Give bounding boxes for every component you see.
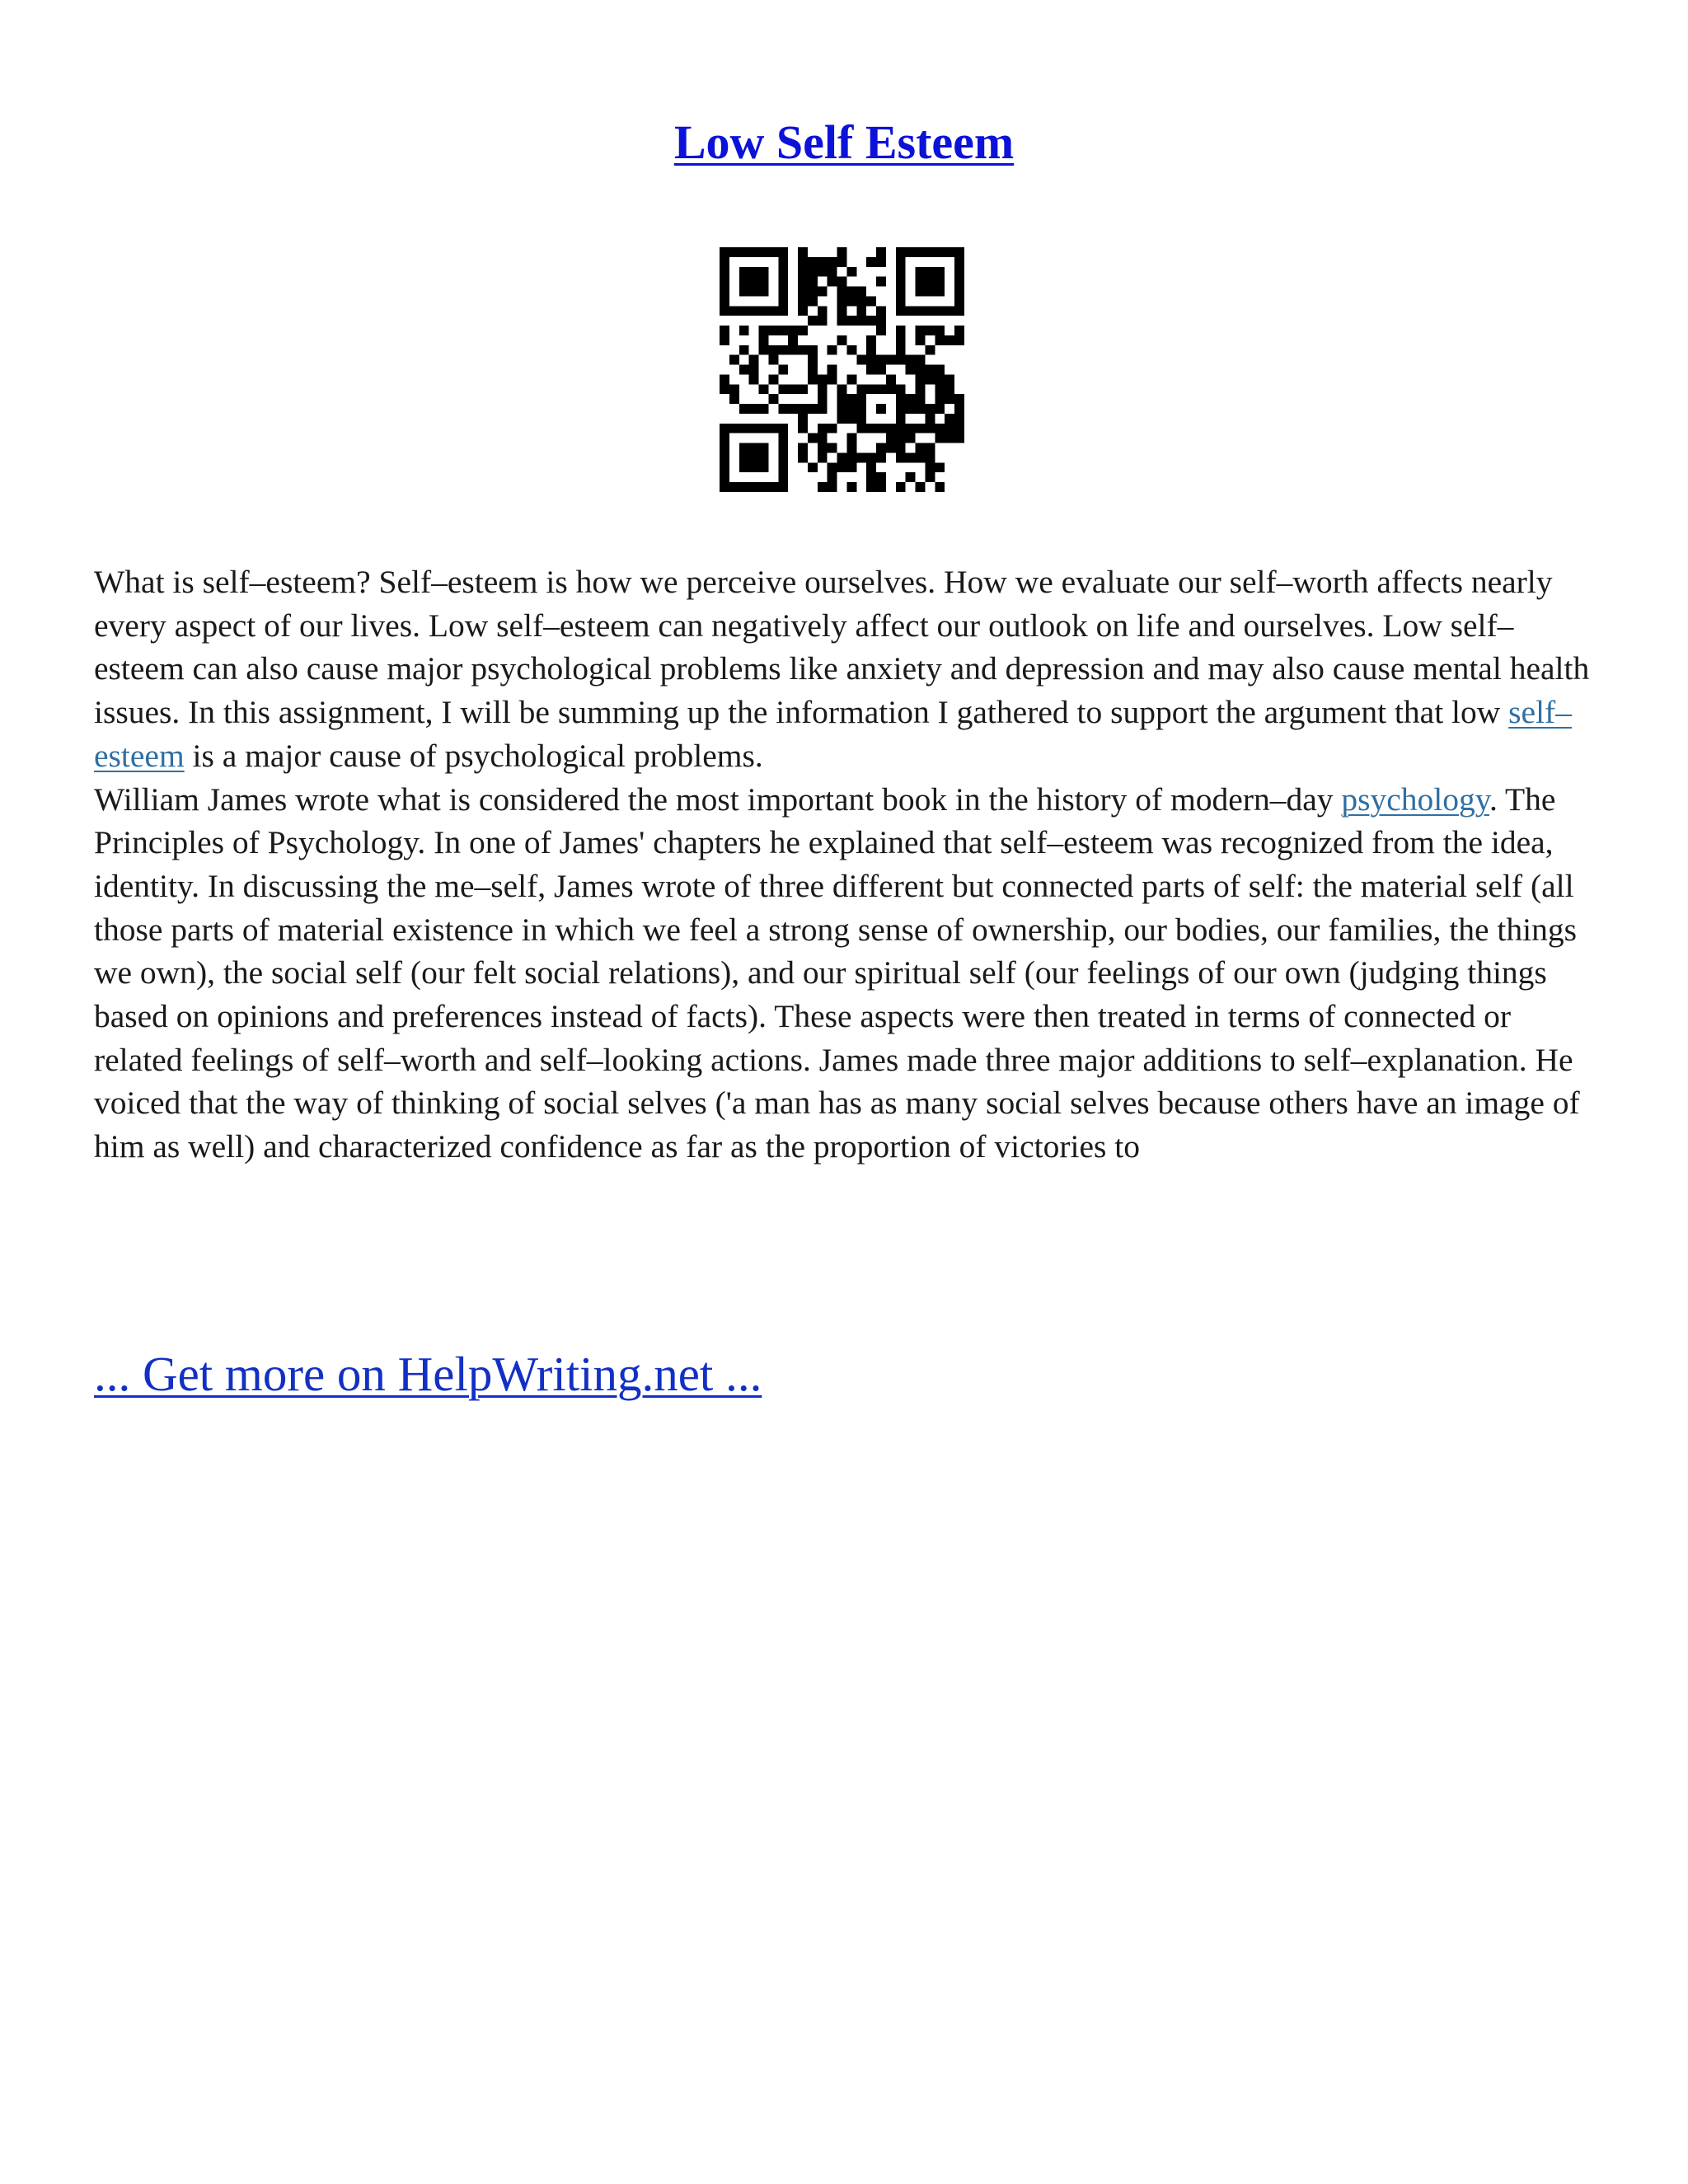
qr-code-icon: [720, 247, 964, 492]
article-body: [94, 560, 1594, 1169]
get-more-section: [94, 1345, 762, 1403]
paragraph-2: [94, 778, 1594, 1169]
psychology-link[interactable]: psychology: [1341, 780, 1489, 818]
paragraph-1: [94, 560, 1594, 778]
paragraph-2-text-start: William James wrote what is considered the most important book in the history of modern–day: [94, 780, 1342, 818]
self-esteem-link[interactable]: self–esteem: [94, 694, 1572, 774]
title-link[interactable]: Low Self Esteem: [673, 115, 1015, 169]
paragraph-1-text-end: is a major cause of psychological problems.: [184, 737, 763, 774]
page-title: [0, 114, 1688, 171]
paragraph-1-text-start: What is self–esteem? Self–esteem is how we perceive ourselves. How we evaluate our self–worth affects nearly every aspect of our lives. Low self–esteem can negatively affect our outlook on life and ourselves. Low self–esteem can also cause major psychological problems like anxiety and depression and may also cause mental health issues. In this assignment, I will be summing up the information I gathered to support the argument that low: [94, 564, 1590, 731]
get-more-link[interactable]: ... Get more on HelpWriting.net ...: [94, 1347, 762, 1401]
paragraph-2-text-end: . The Principles of Psychology. In one of James' chapters he explained that self–esteem was recognized from the idea, identity. In discussing the me–self, James wrote of three different but connected parts of self: the material self (all those parts of material existence in which we feel a strong sense of ownership, our bodies, our families, the things we own), the social self (our felt social relations), and our spiritual self (our feelings of our own (judging things based on opinions and preferences instead of facts). These aspects were then treated in terms of connected or related feelings of self–worth and self–looking actions. James made three major additions to self–explanation. He voiced that the way of thinking of social selves ('a man has as many social selves because others have an image of him as well) and characterized confidence as far as the proportion of victories to: [94, 780, 1580, 1165]
